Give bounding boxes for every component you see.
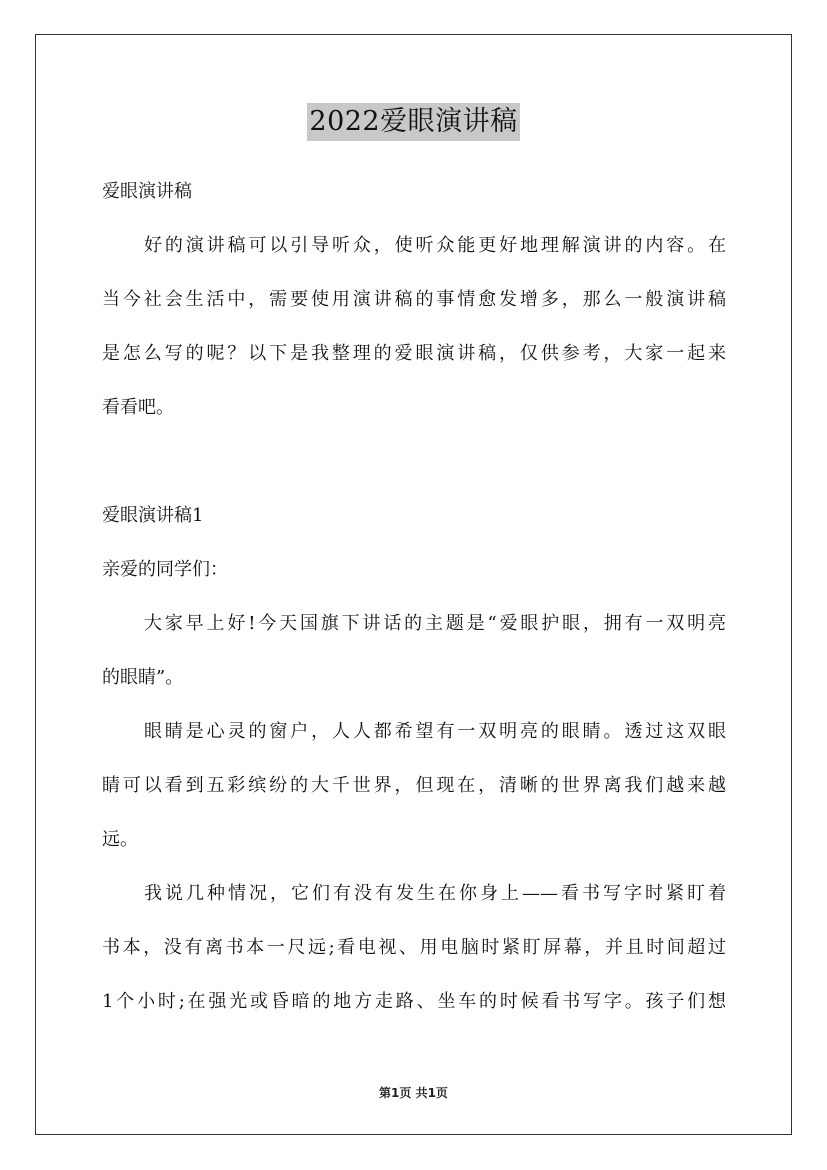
document-body (102, 165, 726, 1029)
intro-paragraph (102, 219, 726, 435)
paragraph-line: 好的演讲稿可以引导听众，使听众能更好地理解演讲的内容。在 (144, 235, 726, 256)
title-container (0, 103, 827, 141)
paragraph-line: 大家早上好!今天国旗下讲话的主题是“爱眼护眼，拥有一双明亮 (144, 613, 726, 634)
paragraph-line: 我说几种情况，它们有没有发生在你身上——看书写字时紧盯着 (144, 883, 726, 904)
page-footer: 第1页 共1页 (379, 1086, 448, 1100)
paragraph-line: 是怎么写的呢？以下是我整理的爱眼演讲稿，仅供参考，大家一起来 (102, 343, 726, 364)
blank-line (102, 435, 726, 489)
paragraph-1 (102, 597, 726, 705)
section-heading: 爱眼演讲稿1 (102, 505, 204, 526)
salutation: 亲爱的同学们： (102, 559, 228, 580)
paragraph-line: 1个小时;在强光或昏暗的地方走路、坐车的时候看书写字。孩子们想 (102, 991, 726, 1012)
paragraph-line: 看看吧。 (102, 397, 174, 418)
paragraph-line: 的眼睛”。 (102, 667, 184, 688)
paragraph-line: 睛可以看到五彩缤纷的大千世界，但现在，清晰的世界离我们越来越 (102, 775, 726, 796)
paragraph-line: 眼睛是心灵的窗户，人人都希望有一双明亮的眼睛。透过这双眼 (144, 721, 726, 742)
paragraph-line: 当今社会生活中，需要使用演讲稿的事情愈发增多，那么一般演讲稿 (102, 289, 726, 310)
paragraph-3 (102, 867, 726, 1029)
paragraph-2 (102, 705, 726, 867)
document-subtitle: 爱眼演讲稿 (102, 181, 192, 202)
document-title: 2022爱眼演讲稿 (307, 103, 519, 141)
paragraph-line: 书本，没有离书本一尺远;看电视、用电脑时紧盯屏幕，并且时间超过 (102, 937, 726, 958)
paragraph-line: 远。 (102, 829, 138, 850)
